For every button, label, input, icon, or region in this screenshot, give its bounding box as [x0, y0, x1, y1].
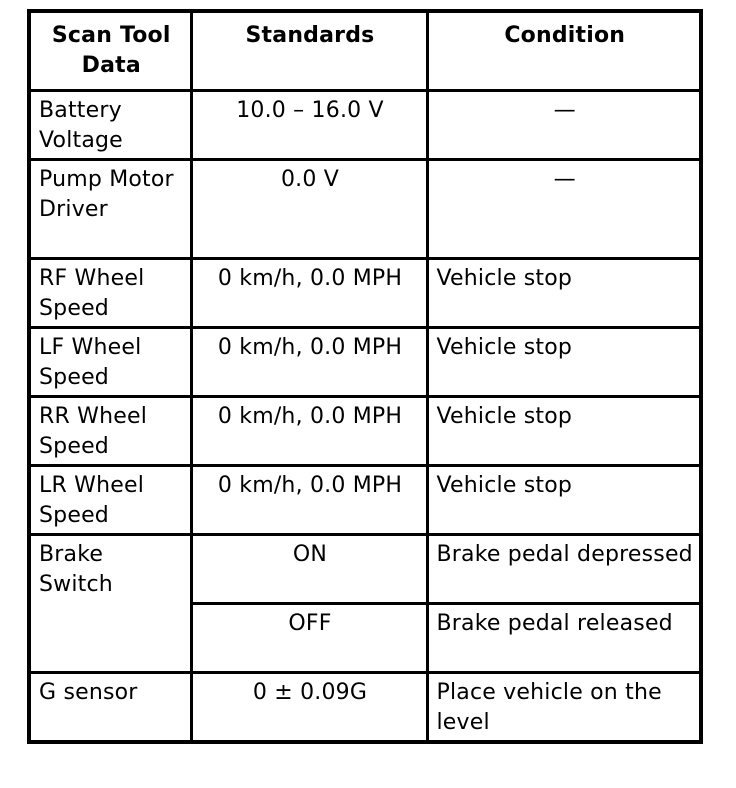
cell-standards: 0 km/h, 0.0 MPH	[191, 259, 427, 328]
cell-condition: Place vehicle on the level	[427, 673, 701, 743]
cell-standards: 0 ± 0.09G	[191, 673, 427, 743]
scan-tool-data-table	[27, 9, 703, 744]
table-row	[29, 328, 701, 397]
cell-condition: —	[427, 91, 701, 160]
cell-data: LF Wheel Speed	[29, 328, 191, 397]
cell-condition: Brake pedal released	[427, 604, 701, 673]
table-row	[29, 259, 701, 328]
table-row	[29, 535, 701, 604]
table-row	[29, 397, 701, 466]
cell-standards: ON	[191, 535, 427, 604]
cell-data: Pump Motor Driver	[29, 160, 191, 259]
cell-standards: 0.0 V	[191, 160, 427, 259]
cell-data: LR Wheel Speed	[29, 466, 191, 535]
header-row	[29, 11, 701, 91]
cell-standards: OFF	[191, 604, 427, 673]
header-scan-tool-data: Scan Tool Data	[29, 11, 191, 91]
cell-standards: 0 km/h, 0.0 MPH	[191, 328, 427, 397]
table-row	[29, 160, 701, 259]
cell-standards: 0 km/h, 0.0 MPH	[191, 397, 427, 466]
cell-condition: Vehicle stop	[427, 259, 701, 328]
cell-condition: Vehicle stop	[427, 328, 701, 397]
table-row	[29, 466, 701, 535]
table-row	[29, 91, 701, 160]
cell-data: Brake Switch	[29, 535, 191, 673]
cell-data: RF Wheel Speed	[29, 259, 191, 328]
cell-standards: 10.0 – 16.0 V	[191, 91, 427, 160]
cell-condition: Vehicle stop	[427, 466, 701, 535]
header-standards: Standards	[191, 11, 427, 91]
table-row	[29, 673, 701, 743]
cell-data: RR Wheel Speed	[29, 397, 191, 466]
cell-condition: Brake pedal depressed	[427, 535, 701, 604]
cell-condition: Vehicle stop	[427, 397, 701, 466]
header-condition: Condition	[427, 11, 701, 91]
cell-data: G sensor	[29, 673, 191, 743]
cell-standards: 0 km/h, 0.0 MPH	[191, 466, 427, 535]
cell-data: Battery Voltage	[29, 91, 191, 160]
cell-condition: —	[427, 160, 701, 259]
